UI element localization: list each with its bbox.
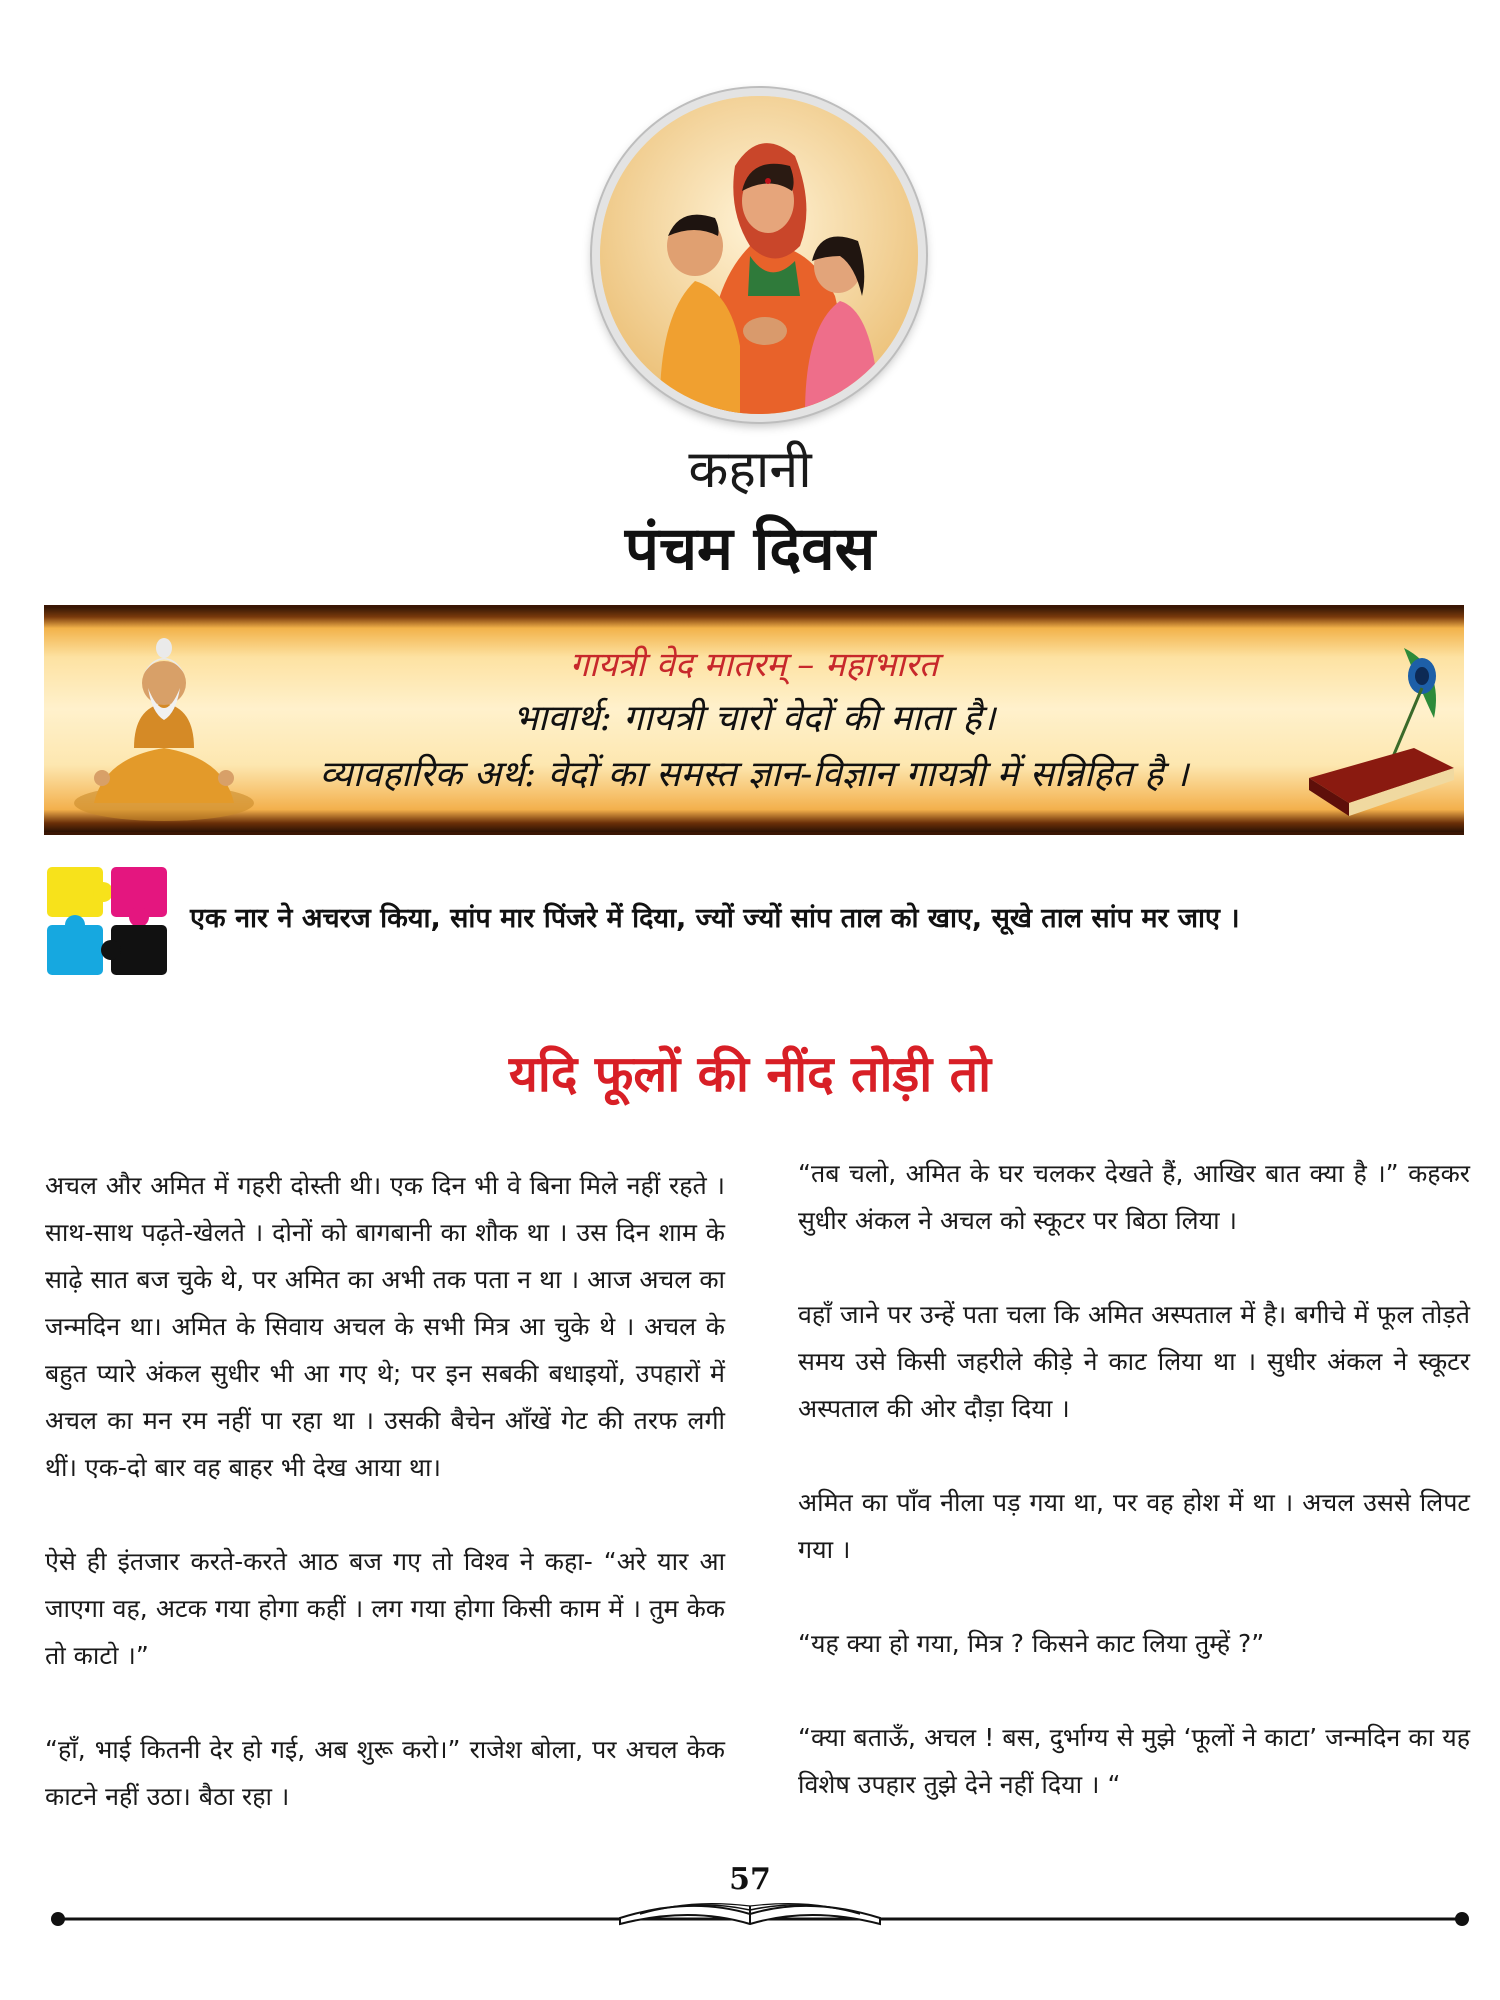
mother-children-illustration-art xyxy=(600,96,918,414)
open-book-icon xyxy=(620,1904,880,1924)
story-paragraph: “तब चलो, अमित के घर चलकर देखते हैं, आखिर बात क्या है ।” कहकर सुधीर अंकल ने अचल को स्कूटर पर बिठा लिया । xyxy=(798,1159,1470,1235)
story-right-column xyxy=(798,1150,1470,1855)
story-paragraph: “क्या बताऊँ, अचल ! बस, दुर्भाग्य से मुझे ‘फूलों ने काटा’ जन्मदिन का यह विशेष उपहार तुझे देने नहीं दिया । “ xyxy=(798,1723,1470,1799)
story-paragraph: ऐसे ही इंतजार करते-करते आठ बज गए तो विश्व ने कहा- “अरे यार आ जाएगा वह, अटक गया होगा कहीं । लग गया होगा किसी काम में । तुम केक तो काटो ।” xyxy=(45,1547,725,1670)
day-title: पंचम दिवस xyxy=(624,514,876,584)
section-label: कहानी xyxy=(688,440,812,500)
mother-children-illustration xyxy=(592,88,926,422)
story-paragraph: अचल और अमित में गहरी दोस्ती थी। एक दिन भी वे बिना मिले नहीं रहते । साथ-साथ पढ़ते-खेलते । दोनों को बागबानी का शौक था । उस दिन शाम के साढ़े सात बज चुके थे, पर अमित का अभी तक पता न था । आज अचल का जन्मदिन था। अमित के सिवाय अचल के सभी मित्र आ चुके थे । अचल के बहुत प्यारे अंकल सुधीर भी आ गए थे; पर इन सबकी बधाइयों, उपहारों में अचल का मन रम नहीं पा रहा था । उसकी बैचेन आँखें गेट की तरफ लगी थीं। एक-दो बार वह बाहर भी देख आया था। xyxy=(45,1171,725,1482)
story-paragraph: अमित का पाँव नीला पड़ गया था, पर वह होश में था । अचल उससे लिपट गया । xyxy=(798,1488,1470,1564)
story-paragraph: “यह क्या हो गया, मित्र ? किसने काट लिया तुम्हें ?” xyxy=(798,1629,1265,1658)
puzzle-icon xyxy=(45,865,170,977)
story-left-column xyxy=(45,1162,725,1867)
verse-title: गायत्री वेद मातरम् – महाभारत xyxy=(569,645,939,685)
verse-meaning: भावार्थ: गायत्री चारों वेदों की माता है। xyxy=(512,698,996,739)
verse-banner xyxy=(44,605,1464,835)
verse-practical-meaning: व्यावहारिक अर्थ: वेदों का समस्त ज्ञान-विज्ञान गायत्री में सन्निहित है । xyxy=(319,754,1189,795)
story-title: यदि फूलों की नींद तोड़ी तो xyxy=(508,1045,992,1103)
footer-divider xyxy=(0,1894,1500,1934)
page-number: 57 xyxy=(729,1862,771,1897)
story-paragraph: “हाँ, भाई कितनी देर हो गई, अब शुरू करो।” राजेश बोला, पर अचल केक काटने नहीं उठा। बैठा रहा । xyxy=(45,1735,725,1811)
story-paragraph: वहाँ जाने पर उन्हें पता चला कि अमित अस्पताल में है। बगीचे में फूल तोड़ते समय उसे किसी जहरीले कीड़े ने काट लिया था । सुधीर अंकल ने स्कूटर अस्पताल की ओर दौड़ा दिया । xyxy=(798,1300,1470,1423)
riddle-text: एक नार ने अचरज किया, सांप मार पिंजरे में दिया, ज्यों ज्यों सांप ताल को खाए, सूखे ताल सांप मर जाए । xyxy=(190,903,1240,934)
book-feather-icon xyxy=(1294,628,1464,828)
